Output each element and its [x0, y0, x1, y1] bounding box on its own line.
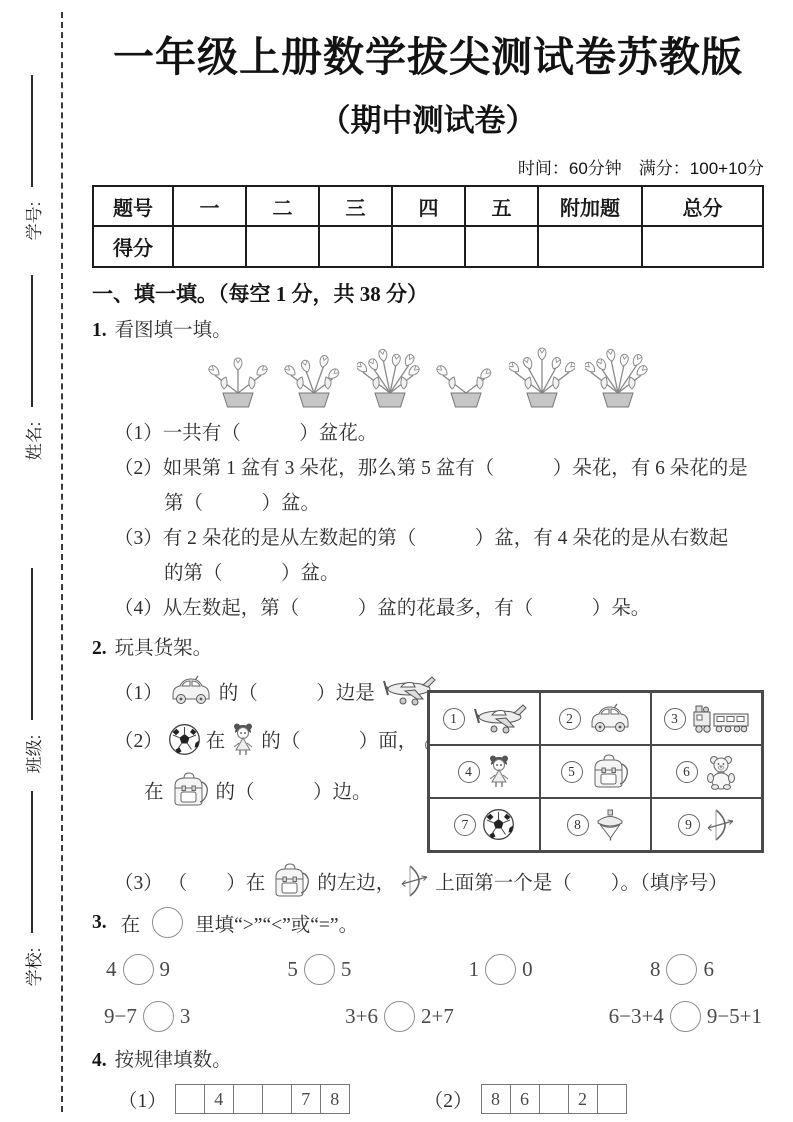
- comparison-right-value: 0: [522, 957, 533, 981]
- comparison-right-value: 9: [159, 957, 170, 981]
- question2-prompt: 玩具货架。: [114, 638, 213, 659]
- flower-pot: [509, 346, 575, 414]
- question2-heading: [92, 632, 764, 660]
- q2-sub3: [92, 862, 764, 899]
- score-row-label: 得分: [93, 226, 173, 267]
- comparison-item: [650, 954, 714, 985]
- question2-number: 2.: [92, 638, 107, 659]
- comparison-item: [104, 1001, 190, 1032]
- toy-number: 7: [454, 814, 476, 836]
- car-icon: [168, 675, 214, 706]
- comparison-right-value: 5: [340, 957, 352, 981]
- header-cell: 五: [465, 186, 538, 226]
- toy-cell-teddy: [651, 745, 762, 798]
- flower-pot: [205, 346, 271, 414]
- toy-number: 8: [567, 814, 589, 836]
- strip-cell: [597, 1085, 626, 1113]
- score-empty-cell: [465, 226, 538, 267]
- margin-field-school: [14, 791, 50, 993]
- answer-circle: [485, 954, 516, 985]
- header-cell: 一: [173, 186, 246, 226]
- score-empty-cell: [538, 226, 642, 267]
- cut-dashed-line: [61, 12, 63, 1112]
- margin-field-name: [14, 275, 50, 467]
- q2-sub1-text: 的（ ）边是: [218, 682, 375, 704]
- number-strip-group: [424, 1084, 627, 1114]
- bow-and-arrow-icon: [400, 864, 430, 898]
- q2-sub2-text1: 在: [205, 731, 226, 752]
- plane-icon: [471, 702, 527, 735]
- strip-cell: [539, 1085, 568, 1113]
- q2-sub3-label: （3）: [114, 872, 163, 894]
- toy-number: 5: [561, 761, 583, 783]
- strip-cell: [233, 1085, 262, 1113]
- q2-sub2-label: （2）: [114, 731, 163, 752]
- header-cell: 三: [319, 186, 392, 226]
- flower-pot: [585, 346, 651, 414]
- doll-icon: [230, 722, 256, 757]
- q2-sub3-text2: 的左边，: [317, 872, 396, 894]
- question2-text-column: [92, 674, 474, 808]
- question1-sub-lines: [92, 416, 764, 626]
- score-empty-cell: [642, 226, 763, 267]
- comparison-item: [287, 954, 351, 985]
- score-empty-cell: [319, 226, 392, 267]
- toy-number: 2: [559, 708, 581, 730]
- toy-cell-train: [651, 692, 762, 745]
- paper-subtitle: （期中测试卷）: [319, 103, 537, 138]
- top-icon: [595, 809, 625, 841]
- class-blank-line: [31, 568, 33, 720]
- comparison-left-value: 6−3+4: [608, 1004, 664, 1028]
- toy-cell-doll: [429, 745, 540, 798]
- question3-post-text: 里填“>”“<”或“=”。: [195, 914, 359, 936]
- answer-circle: [666, 954, 697, 985]
- strip-cell: 8: [491, 1088, 501, 1109]
- toy-cell-car: [540, 692, 651, 745]
- question3-heading: [92, 907, 764, 938]
- comparison-left-value: 1: [468, 957, 480, 981]
- comparison-left-value: 4: [106, 957, 117, 981]
- backpack-icon: [589, 753, 631, 790]
- question4-number: 4.: [92, 1050, 107, 1071]
- q1-sub3-cont: 的第（ ）盆。: [164, 563, 340, 584]
- flower-pots: [92, 346, 764, 414]
- question1-number: 1.: [92, 320, 107, 341]
- paper-content: [92, 0, 764, 1114]
- section-one-heading: 一、填一填。（每空 1 分，共 38 分）: [92, 282, 428, 306]
- comparison-item: [345, 1001, 454, 1032]
- q2-sub3-text1: （ ）在: [167, 872, 266, 894]
- score-table-header-row: [93, 186, 763, 226]
- comparison-item: [609, 1001, 762, 1032]
- header-cell: 四: [392, 186, 465, 226]
- comparison-item: [106, 954, 170, 985]
- score-empty-cell: [392, 226, 465, 267]
- strip-label: （2）: [423, 1091, 473, 1112]
- comparison-row-2: [92, 1001, 764, 1032]
- train-icon: [692, 703, 750, 734]
- margin-field-class: [14, 568, 50, 780]
- student-id-blank-line: [31, 75, 33, 187]
- ball-icon: [482, 808, 515, 841]
- comparison-right-value: 9−5+1: [706, 1004, 762, 1028]
- toy-cell-plane: [429, 692, 540, 745]
- strip-cell: 6: [510, 1085, 539, 1113]
- header-cell: 附加题: [538, 186, 642, 226]
- comparison-left-value: 9−7: [104, 1004, 137, 1028]
- score-table: [92, 185, 764, 268]
- comparison-left-value: 8: [649, 957, 661, 981]
- name-label: 姓名:: [24, 421, 44, 461]
- strip-cell: [176, 1085, 204, 1113]
- q1-sub1: （1）一共有（ ）盆花。: [114, 423, 378, 444]
- q1-sub4: （4）从左数起，第（ ）盆的花最多，有（ ）朵。: [114, 598, 651, 619]
- teddy-icon: [704, 754, 738, 790]
- toy-number: 6: [676, 761, 698, 783]
- q2-sub2b-text2: 的（ ）边。: [215, 781, 372, 803]
- number-strip-group: [118, 1084, 350, 1114]
- score-table-score-row: [93, 226, 763, 267]
- bow-icon: [706, 808, 736, 842]
- toy-number: 1: [443, 708, 465, 730]
- q2-sub2b-text1: 在: [144, 781, 164, 803]
- strip-label: （1）: [118, 1091, 167, 1112]
- flower-pot: [357, 346, 423, 414]
- answer-circle: [143, 1001, 174, 1032]
- header-cell: 题号: [93, 186, 173, 226]
- toy-number: 4: [458, 761, 480, 783]
- name-blank-line: [31, 275, 33, 407]
- number-strip: [175, 1084, 350, 1114]
- question4-heading: [92, 1044, 764, 1072]
- q1-sub2-cont: 第（ ）盆。: [164, 493, 321, 514]
- backpack-icon: [270, 862, 312, 899]
- flower-pot: [433, 346, 499, 414]
- comparison-right-value: 2+7: [420, 1004, 454, 1028]
- strip-cell: 8: [320, 1085, 349, 1113]
- toy-number: 3: [664, 708, 686, 730]
- toy-cell-bow: [651, 798, 762, 851]
- question1-prompt: 看图填一填。: [114, 320, 232, 341]
- toy-number: 9: [678, 814, 700, 836]
- q2-sub2: [114, 721, 474, 757]
- flower-pot: [281, 346, 347, 414]
- answer-circle: [670, 1001, 701, 1032]
- q2-sub1: [114, 674, 474, 707]
- toy-shelf-grid: [427, 690, 764, 853]
- q1-sub2: （2）如果第 1 盆有 3 朵花，那么第 5 盆有（ ）朵花，有 6 朵花的是: [114, 458, 748, 479]
- comparison-right-value: 6: [703, 957, 714, 981]
- q2-sub3-text3: 上面第一个是（ ）。（填序号）: [435, 872, 728, 894]
- soccer-ball-icon: [168, 723, 201, 756]
- answer-circle: [384, 1001, 415, 1032]
- answer-circle: [304, 954, 335, 985]
- header-cell: 二: [246, 186, 319, 226]
- header-cell: 总分: [642, 186, 763, 226]
- score-empty-cell: [246, 226, 319, 267]
- comparison-row-1: [92, 954, 764, 985]
- answer-circle: [123, 954, 154, 985]
- q2-sub2-cont: [114, 771, 474, 808]
- question2-body: [92, 674, 764, 852]
- score-empty-cell: [173, 226, 246, 267]
- toy-cell-ball: [429, 798, 540, 851]
- time-and-score-info: 时间：60分钟 满分：100+10分: [517, 159, 764, 178]
- q2-sub2-text2: 的（ ）面，: [261, 731, 418, 752]
- question4-prompt: 按规律填数。: [114, 1050, 232, 1071]
- comparison-left-value: 3+6: [345, 1004, 378, 1028]
- comparison-right-value: 3: [179, 1004, 191, 1028]
- backpack-icon: [169, 771, 211, 808]
- strip-cell: 7: [291, 1085, 320, 1113]
- strip-cell: 2: [568, 1085, 597, 1113]
- number-strips-row: [92, 1084, 764, 1114]
- doll-icon: [486, 754, 512, 789]
- class-label: 班级:: [24, 734, 44, 774]
- paper-title: 一年级上册数学拔尖测试卷苏教版: [113, 34, 743, 80]
- student-id-label: 学号:: [24, 201, 44, 241]
- q1-sub3: （3）有 2 朵花的是从左数起的第（ ）盆，有 4 朵花的是从右数起: [114, 528, 729, 549]
- comparison-item: [469, 954, 533, 985]
- number-strip: [481, 1084, 627, 1114]
- q2-sub1-label: （1）: [114, 682, 163, 704]
- margin-field-student-id: [14, 75, 50, 247]
- school-label: 学校:: [24, 947, 44, 987]
- strip-cell: [262, 1085, 291, 1113]
- comparison-left-value: 5: [287, 957, 298, 981]
- toy-cell-top: [540, 798, 651, 851]
- question1-heading: [92, 314, 764, 342]
- question3-number: 3.: [92, 911, 107, 933]
- school-blank-line: [31, 791, 33, 933]
- toy-cell-backpack: [540, 745, 651, 798]
- car-icon: [587, 703, 633, 734]
- question3-pre-text: 在: [120, 914, 141, 936]
- example-circle: [152, 907, 183, 938]
- strip-cell: 4: [204, 1085, 233, 1113]
